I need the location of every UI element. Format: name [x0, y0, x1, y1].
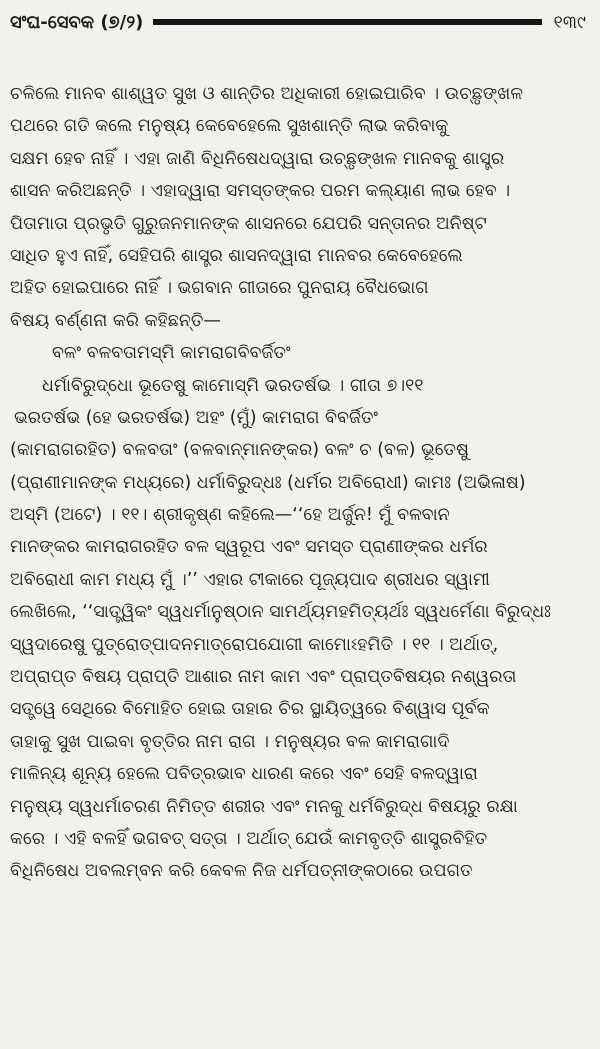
running-header	[10, 8, 586, 36]
text-line: ସାଧିତ ହୁଏ ନାହିଁ, ସେହିପରି ଶାସ୍ତ୍ର ଶାସନଦ୍ୱାରା ମାନବର କେବେହେଲେ	[10, 245, 463, 266]
text-line: ମାନଙ୍କର କାମରାଗରହିତ ବଳ ସ୍ୱରୂପ ଏବଂ ସମସ୍ତ ପ୍ରାଣୀଙ୍କର ଧର୍ମର	[10, 537, 488, 558]
text-line: (ପ୍ରାଣୀମାନଙ୍କ ମଧ୍ୟରେ) ଧର୍ମାବିରୁଦ୍ଧଃ (ଧର୍ମର ଅବିରୋଧୀ) କାମଃ (ଅଭିଳାଷ)	[10, 472, 526, 493]
text-line: ଭରତର୍ଷଭ (ହେ ଭରତର୍ଷଭ) ଅହଂ (ମୁଁ) କାମରାଗ ବିବର୍ଜିତଂ	[14, 407, 378, 428]
text-line: ଅସ୍ମି (ଅଟେ) । ୧୧। ଶ୍ରୀକୃଷ୍ଣ କହିଲେ—‘‘ହେ ଅର୍ଜୁନ! ମୁଁ ବଳବାନ	[10, 505, 450, 526]
text-line: ଅପ୍ରାପ୍ତ ବିଷୟ ପ୍ରାପ୍ତି ଆଶାର ନାମ କାମ ଏବଂ ପ୍ରାପ୍ତବିଷୟର ନଶ୍ୱରତା	[10, 667, 517, 688]
text-line: କରେ । ଏହି ବଳହିଁ ଭଗବତ୍ ସତ୍ତା । ଅର୍ଥାତ୍ ଯେଉଁ କାମବୃତ୍ତି ଶାସ୍ତ୍ରବିହିତ	[10, 828, 488, 849]
text-line: ଚଳିଲେ ମାନବ ଶାଶ୍ୱତ ସୁଖ ଓ ଶାନ୍ତିର ଅଧିକାରୀ ହୋଇପାରିବ । ଉଚ୍ଛୃଙ୍ଖଳ	[10, 84, 523, 104]
text-line: ତାହାକୁ ସୁଖ ପାଇବା ବୃତ୍ତିର ନାମ ରାଗ । ମନୁଷ୍ୟର ବଳ କାମରାଗାଦି	[10, 731, 450, 752]
text-line: ସତ୍ତ୍ୱେ ସେଥିରେ ବିମୋହିତ ହୋଇ ତାହାର ଚିର ସ୍ଥାୟିତ୍ୱରେ ବିଶ୍ୱାସ ପୂର୍ବକ	[10, 699, 490, 720]
verse-line: ବଳଂ ବଳବତାମସ୍ମି କାମରାଗବିବର୍ଜିତଂ	[52, 343, 291, 364]
text-line: ସକ୍ଷମ ହେବ ନାହିଁ । ଏହା ଜାଣି ବିଧିନିଷେଧଦ୍ୱାରା ଉଚ୍ଛୃଙ୍ଖଳ ମାନବକୁ ଶାସ୍ତ୍ର	[10, 148, 505, 169]
text-line: ସ୍ୱଦାରେଷୁ ପୁତ୍ରୋତ୍ପାଦନମାତ୍ରୋପଯୋଗୀ କାମୋଽହମିତି । ୧୧ । ଅର୍ଥାତ୍,	[10, 634, 499, 655]
verse-line: ଧର୍ମାବିରୁଦ୍ଧୋ ଭୂତେଷୁ କାମୋସ୍ମି ଭରତର୍ଷଭ । ଗୀତା ୭।୧୧	[42, 375, 424, 396]
text-line: ମନୁଷ୍ୟ ସ୍ୱଧର୍ମାଚରଣ ନିମିତ୍ତ ଶରୀର ଏବଂ ମନକୁ ଧର୍ମବିରୁଦ୍ଧ ବିଷୟରୁ ରକ୍ଷା	[10, 796, 518, 817]
running-title: ସଂଘ-ସେବକ (୭/୨)	[10, 11, 144, 33]
text-line: ଶାସନ କରିଅଛନ୍ତି । ଏହାଦ୍ୱାରା ସମସ୍ତଙ୍କର ପରମ କଲ୍ୟାଣ ଲାଭ ହେବ ।	[10, 181, 511, 202]
text-line: ଅହିତ ହୋଇପାରେ ନାହିଁ । ଭଗବାନ ଗୀତାରେ ପୁନରାୟ ବୈଧଭୋଗ	[10, 278, 429, 299]
text-line: ପିତାମାତା ପ୍ରଭୃତି ଗୁରୁଜନମାନଙ୍କ ଶାସନରେ ଯେପରି ସନ୍ତାନର ଅନିଷ୍ଟ	[10, 213, 487, 234]
text-line: ବିଷୟ ବର୍ଣ୍ଣନା କରି କହିଛନ୍ତି—	[10, 310, 221, 331]
page-number: ୧୩୯	[553, 11, 586, 33]
header-rule	[153, 19, 541, 25]
body-text	[10, 78, 588, 888]
text-line: (କାମରାଗରହିତ) ବଳବତାଂ (ବଳବାନ୍‌ମାନଙ୍କର) ବଳଂ ଚ (ବଳ) ଭୂତେଷୁ	[10, 440, 469, 461]
text-line: ବିଧିନିଷେଧ ଅବଲମ୍ବନ କରି କେବଳ ନିଜ ଧର୍ମପତ୍ନୀଙ୍କଠାରେ ଉପଗତ	[10, 861, 473, 882]
text-line: ମାଳିନ୍ୟ ଶୂନ୍ୟ ହେଲେ ପବିତ୍ରଭାବ ଧାରଣ କରେ ଏବଂ ସେହି ବଳଦ୍ୱାରା	[10, 764, 478, 785]
text-line: ପଥରେ ଗତି କଲେ ମନୁଷ୍ୟ କେବେହେଲେ ସୁଖଶାନ୍ତି ଲାଭ କରିବାକୁ	[10, 116, 449, 137]
text-line: ଅବିରୋଧୀ କାମ ମଧ୍ୟ ମୁଁ ।’’ ଏହାର ଟୀକାରେ ପୂଜ୍ୟପାଦ ଶ୍ରୀଧର ସ୍ୱାମୀ	[10, 569, 490, 590]
text-line: ଲେଖିଲେ, ‘‘ସାତ୍ତ୍ୱିକଂ ସ୍ୱଧର୍ମାନୁଷ୍ଠାନ ସାମର୍ଥ୍ୟମହମିତ୍ୟର୍ଥଃ ସ୍ୱଧର୍ମେଣା ବିରୁଦ୍ଧଃ	[10, 602, 551, 623]
